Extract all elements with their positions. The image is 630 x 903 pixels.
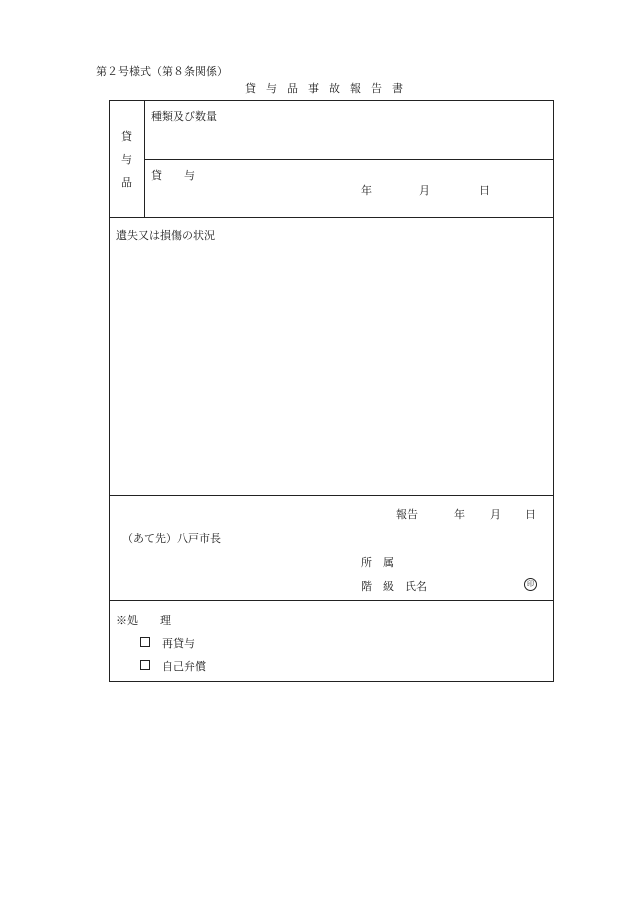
option-label: 再貸与 (162, 637, 195, 650)
loan-item-label: 貸 与 品 (121, 130, 132, 189)
seal-mark-icon: 印 (524, 578, 537, 591)
addressee: （あて先）八戸市長 (122, 532, 221, 545)
type-quantity-label: 種類及び数量 (151, 110, 217, 123)
loan-date-label: 貸 与 (151, 169, 195, 182)
rank-name-label: 階 級 氏名 (361, 580, 427, 593)
form-number: 第２号様式（第８条関係） (96, 65, 228, 78)
processing-label: ※処 理 (116, 614, 171, 627)
loan-date-month-label: 月 (419, 184, 430, 197)
checkbox-icon[interactable] (140, 637, 150, 647)
form-title: 貸与品事故報告書 (245, 82, 413, 95)
report-year-label: 年 (454, 508, 465, 521)
report-date-label: 報告 (396, 508, 418, 521)
loss-damage-label: 遺失又は損傷の状況 (116, 229, 215, 242)
report-month-label: 月 (490, 508, 501, 521)
affiliation-label: 所 属 (361, 556, 394, 569)
loan-date-year-label: 年 (361, 184, 372, 197)
loan-date-day-label: 日 (479, 184, 490, 197)
option-label: 自己弁償 (162, 660, 206, 673)
checkbox-icon[interactable] (140, 660, 150, 670)
report-day-label: 日 (525, 508, 536, 521)
